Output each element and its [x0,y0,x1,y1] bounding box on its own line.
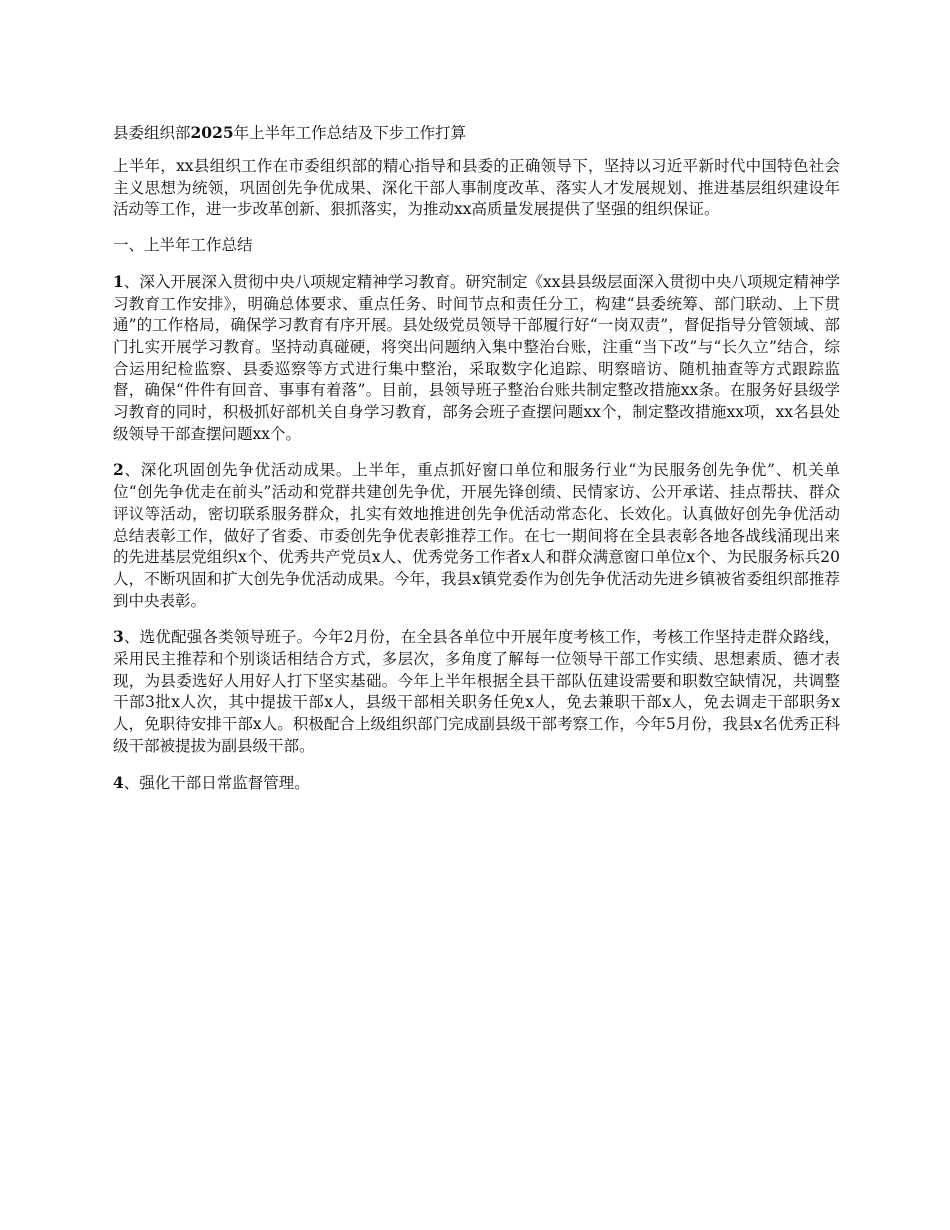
title-prefix: 县委组织部 [113,124,191,142]
section-heading-summary: 一、上半年工作总结 [113,236,253,255]
item-paragraph-2 [113,459,840,612]
item-text: 、深入开展深入贯彻中央八项规定精神学习教育。研究制定《xx县县级层面深入贯彻中央八项规定精神学习教育工作安排》，明确总体要求、重点任务、时间节点和责任分工，构建“县委统筹、部门联动、上下贯通”的工作格局，确保学习教育有序开展。县处级党员领导干部履行好“一岗双责”，督促指导分管领域、部门扎实开展学习教育。坚持动真碰硬，将突出问题纳入集中整治台账，注重“当下改”与“长久立”结合，综合运用纪检监察、县委巡察等方式进行集中整治，采取数字化追踪、明察暗访、随机抽查等方式跟踪监督，确保“件件有回音、事事有着落”。目前，县领导班子整治台账共制定整改措施xx条。在服务好县级学习教育的同时，积极抓好部机关自身学习教育，部务会班子查摆问题xx个，制定整改措施xx项，xx名县处级领导干部查摆问题xx个。 [113,272,840,443]
item-paragraph-4 [113,772,840,795]
item-text: 、强化干部日常监督管理。 [123,773,310,792]
intro-paragraph: 上半年，xx县组织工作在市委组织部的精心指导和县委的正确领导下，坚持以习近平新时代中国特色社会主义思想为统领，巩固创先争优成果、深化干部人事制度改革、落实人才发展规划、推进基层组织建设年活动等工作，进一步改革创新、狠抓落实，为推动xx高质量发展提供了坚强的组织保证。 [113,157,840,219]
item-number: 4 [113,772,124,792]
item-number: 1 [113,271,124,291]
item-number: 3 [113,627,124,647]
item-text: 、选优配强各类领导班子。今年2月份，在全县各单位中开展年度考核工作，考核工作坚持走群众路线，采用民主推荐和个别谈话相结合方式，多层次，多角度了解每一位领导干部工作实绩、思想素质、德才表现，为县委选好人用好人打下坚实基础。今年上半年根据全县干部队伍建设需要和职数空缺情况，共调整干部3批x人次，其中提拔干部x人，县级干部相关职务任免x人，免去兼职干部x人，免去调走干部职务x人，免职待安排干部x人。积极配合上级组织部门完成副县级干部考察工作，今年5月份，我县x名优秀正科级干部被提拔为副县级干部。 [113,628,840,755]
title-suffix: 年上半年工作总结及下步工作打算 [233,124,467,142]
document-page [113,122,840,808]
title-year: 2025 [190,123,234,142]
item-text: 、深化巩固创先争优活动成果。上半年，重点抓好窗口单位和服务行业“为民服务创先争优”、机关单位“创先争优走在前头”活动和党群共建创先争优，开展先锋创绩、民情家访、公开承诺、挂点帮扶、群众评议等活动，密切联系服务群众，扎实有效地推进创先争优活动常态化、长效化。认真做好创先争优活动总结表彰工作，做好了省委、市委创先争优表彰推荐工作。在七一期间将在全县表彰各地各战线涌现出来的先进基层党组织x个、优秀共产党员x人、优秀党务工作者x人和群众满意窗口单位x个、为民服务标兵20人，不断巩固和扩大创先争优活动成果。今年，我县x镇党委作为创先争优活动先进乡镇被省委组织部推荐到中央表彰。 [113,461,840,610]
item-paragraph-3 [113,626,840,757]
item-number: 2 [113,460,124,480]
item-paragraph-1 [113,271,840,446]
document-title [113,122,840,144]
